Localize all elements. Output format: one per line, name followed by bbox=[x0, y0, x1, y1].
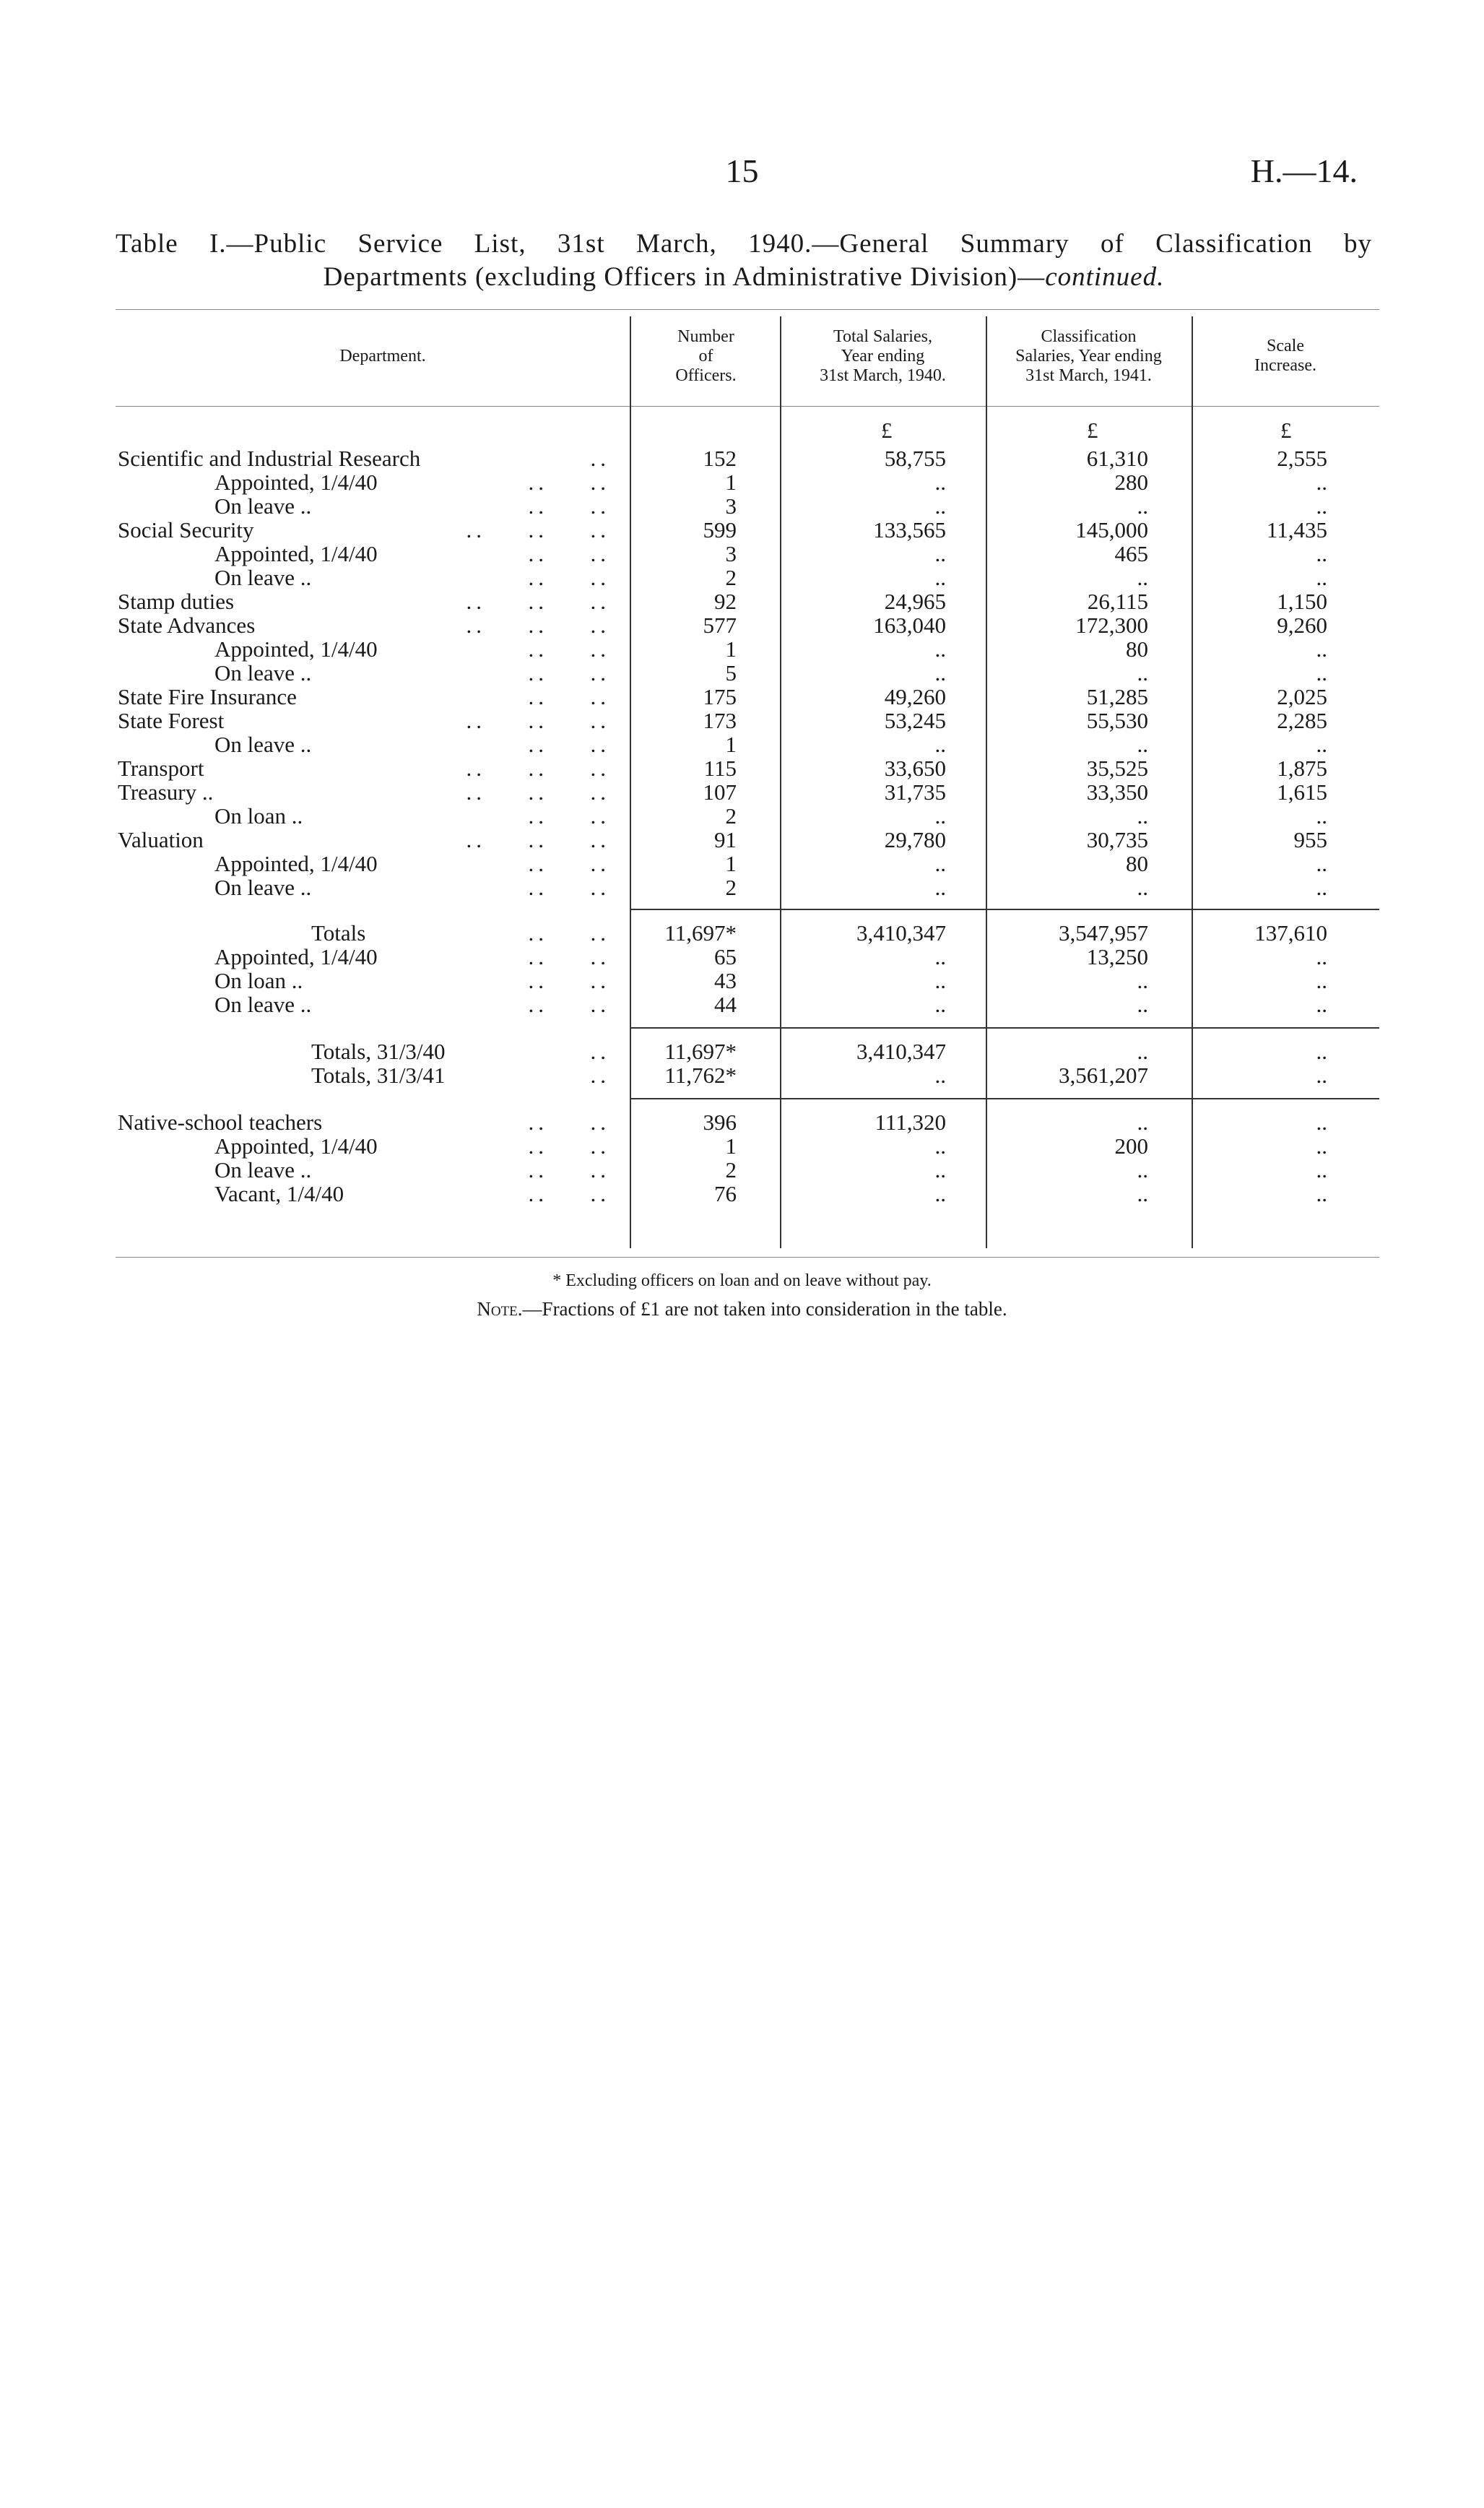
cell-officers: 115 bbox=[703, 756, 737, 781]
cell-salaries: 49,260 bbox=[884, 684, 946, 709]
table-row bbox=[0, 1182, 1484, 1206]
cell-officers: 599 bbox=[703, 517, 737, 542]
cell-salaries: 163,040 bbox=[873, 613, 946, 638]
row-label: On loan .. bbox=[214, 803, 303, 829]
cell-salaries: .. bbox=[934, 732, 946, 757]
cell-officers: 11,697* bbox=[664, 920, 737, 946]
note-lead: Note. bbox=[477, 1298, 523, 1320]
leader-dots: .. .. bbox=[528, 920, 610, 946]
cell-salaries: .. bbox=[934, 1133, 946, 1159]
cell-scale: .. bbox=[1316, 470, 1327, 495]
cell-officers: 43 bbox=[714, 968, 737, 993]
cell-salaries: .. bbox=[934, 968, 946, 993]
leader-dots: .. .. .. bbox=[466, 517, 610, 542]
row-label: On leave .. bbox=[214, 732, 312, 757]
row-label: On loan .. bbox=[214, 968, 303, 993]
leader-dots: .. .. bbox=[528, 470, 610, 495]
cell-scale: 2,285 bbox=[1277, 708, 1327, 733]
leader-dots: .. .. bbox=[528, 1181, 610, 1206]
cell-classification: 55,530 bbox=[1086, 708, 1148, 733]
cell-salaries: 53,245 bbox=[884, 708, 946, 733]
table-row bbox=[0, 661, 1484, 685]
cell-scale: 9,260 bbox=[1277, 613, 1327, 638]
cell-classification: .. bbox=[1137, 992, 1148, 1017]
table-row bbox=[0, 589, 1484, 613]
table-row bbox=[0, 1110, 1484, 1134]
table-row bbox=[0, 780, 1484, 804]
table-row bbox=[0, 756, 1484, 780]
row-label: State Advances bbox=[118, 613, 256, 638]
cell-classification: 80 bbox=[1126, 851, 1148, 876]
table-row bbox=[0, 732, 1484, 756]
cell-classification: .. bbox=[1137, 875, 1148, 900]
table-row bbox=[0, 637, 1484, 661]
cell-officers: 5 bbox=[725, 660, 737, 686]
cell-scale: 955 bbox=[1293, 827, 1327, 852]
leader-dots: .. .. .. bbox=[466, 613, 610, 638]
cell-scale: .. bbox=[1316, 732, 1327, 757]
table-row bbox=[0, 613, 1484, 637]
table-row bbox=[0, 542, 1484, 566]
table-row bbox=[0, 709, 1484, 732]
cell-scale: 2,025 bbox=[1277, 684, 1327, 709]
row-label: On leave .. bbox=[214, 1157, 312, 1182]
cell-salaries: 133,565 bbox=[873, 517, 946, 542]
row-label: Stamp duties bbox=[118, 589, 235, 614]
row-label: Totals, 31/3/41 bbox=[311, 1063, 446, 1088]
cell-salaries: .. bbox=[934, 636, 946, 662]
cell-officers: 173 bbox=[703, 708, 737, 733]
leader-dots: .. .. bbox=[528, 493, 610, 519]
cell-officers: 2 bbox=[725, 875, 737, 900]
table-row bbox=[0, 470, 1484, 494]
row-label: State Fire Insurance bbox=[118, 684, 297, 709]
leader-dots: .. .. bbox=[528, 803, 610, 829]
cell-officers: 396 bbox=[703, 1110, 737, 1135]
table-row bbox=[0, 993, 1484, 1016]
cell-scale: .. bbox=[1316, 875, 1327, 900]
leader-dots: .. .. bbox=[528, 1133, 610, 1159]
title-line-1: Table I.—Public Service List, 31st March, 1940.—General Summary of Classification by bbox=[116, 229, 1372, 259]
cell-scale: .. bbox=[1316, 1110, 1327, 1135]
cell-salaries: 29,780 bbox=[884, 827, 946, 852]
cell-officers: 2 bbox=[725, 803, 737, 829]
unit-scale: £ bbox=[1280, 418, 1292, 443]
cell-officers: 11,762* bbox=[664, 1063, 737, 1088]
header-classification: Classification Salaries, Year ending 31st March, 1941. bbox=[1015, 327, 1162, 385]
cell-scale: .. bbox=[1316, 636, 1327, 662]
cell-classification: 465 bbox=[1114, 541, 1148, 566]
leader-dots: .. .. bbox=[528, 875, 610, 900]
cell-salaries: .. bbox=[934, 541, 946, 566]
cell-salaries: 33,650 bbox=[884, 756, 946, 781]
cell-salaries: .. bbox=[934, 660, 946, 686]
cell-salaries: .. bbox=[934, 944, 946, 969]
table-row bbox=[0, 852, 1484, 875]
cell-scale: 2,555 bbox=[1277, 446, 1327, 471]
cell-scale: 11,435 bbox=[1266, 517, 1327, 542]
leader-dots: .. .. bbox=[528, 851, 610, 876]
cell-classification: 51,285 bbox=[1086, 684, 1148, 709]
row-label: Treasury .. bbox=[118, 779, 214, 805]
cell-salaries: .. bbox=[934, 851, 946, 876]
cell-salaries: 3,410,347 bbox=[856, 1039, 946, 1064]
cell-classification: .. bbox=[1137, 565, 1148, 590]
cell-salaries: .. bbox=[934, 470, 946, 495]
cell-scale: .. bbox=[1316, 851, 1327, 876]
cell-scale: .. bbox=[1316, 565, 1327, 590]
cell-classification: 172,300 bbox=[1075, 613, 1148, 638]
cell-classification: .. bbox=[1137, 1110, 1148, 1135]
leader-dots: .. .. bbox=[528, 944, 610, 969]
leader-dots: .. .. bbox=[528, 968, 610, 993]
cell-scale: .. bbox=[1316, 541, 1327, 566]
row-label: On leave .. bbox=[214, 660, 312, 686]
cell-scale: .. bbox=[1316, 992, 1327, 1017]
cell-classification: 280 bbox=[1114, 470, 1148, 495]
cell-scale: 1,150 bbox=[1277, 589, 1327, 614]
cell-classification: .. bbox=[1137, 660, 1148, 686]
row-label: Appointed, 1/4/40 bbox=[214, 470, 378, 495]
cell-classification: 30,735 bbox=[1086, 827, 1148, 852]
cell-officers: 2 bbox=[725, 1157, 737, 1182]
table-row bbox=[0, 875, 1484, 899]
unit-salaries: £ bbox=[881, 418, 893, 443]
leader-dots: .. .. bbox=[528, 565, 610, 590]
unit-classification: £ bbox=[1087, 418, 1098, 443]
leader-dots: .. .. .. bbox=[466, 756, 610, 781]
table-row bbox=[0, 446, 1484, 470]
cell-classification: .. bbox=[1137, 968, 1148, 993]
cell-salaries: 3,410,347 bbox=[856, 920, 946, 946]
header-scale: Scale Increase. bbox=[1254, 337, 1316, 375]
row-label: Scientific and Industrial Research bbox=[118, 446, 421, 471]
cell-salaries: .. bbox=[934, 1157, 946, 1182]
cell-classification: .. bbox=[1137, 493, 1148, 519]
leader-dots: .. .. bbox=[528, 636, 610, 662]
cell-salaries: .. bbox=[934, 803, 946, 829]
row-label: Transport bbox=[118, 756, 204, 781]
totals-rule bbox=[630, 909, 1379, 910]
row-label: On leave .. bbox=[214, 992, 312, 1017]
cell-scale: .. bbox=[1316, 1039, 1327, 1064]
table-row bbox=[0, 1134, 1484, 1158]
cell-officers: 152 bbox=[703, 446, 737, 471]
cell-classification: .. bbox=[1137, 1157, 1148, 1182]
native-school-rule bbox=[630, 1098, 1379, 1099]
cell-classification: .. bbox=[1137, 732, 1148, 757]
leader-dots: .. .. bbox=[528, 992, 610, 1017]
leader-dots: .. .. bbox=[528, 541, 610, 566]
table-row bbox=[0, 1063, 1484, 1087]
cell-classification: 200 bbox=[1114, 1133, 1148, 1159]
cell-salaries: 58,755 bbox=[884, 446, 946, 471]
table-row bbox=[0, 945, 1484, 969]
cell-scale: .. bbox=[1316, 1157, 1327, 1182]
cell-salaries: .. bbox=[934, 1063, 946, 1088]
cell-salaries: 31,735 bbox=[884, 779, 946, 805]
table-title bbox=[116, 228, 1372, 294]
table-row bbox=[0, 566, 1484, 589]
cell-scale: .. bbox=[1316, 1133, 1327, 1159]
cell-officers: 1 bbox=[725, 732, 737, 757]
cell-officers: 3 bbox=[725, 493, 737, 519]
row-label: Totals, 31/3/40 bbox=[311, 1039, 446, 1064]
cell-classification: 33,350 bbox=[1086, 779, 1148, 805]
header-top-rule bbox=[116, 309, 1379, 310]
table-row bbox=[0, 804, 1484, 828]
cell-officers: 76 bbox=[714, 1181, 737, 1206]
title-continued: continued. bbox=[1045, 262, 1165, 292]
cell-classification: 145,000 bbox=[1075, 517, 1148, 542]
row-label: On leave .. bbox=[214, 565, 312, 590]
table-row bbox=[0, 685, 1484, 709]
cell-salaries: .. bbox=[934, 875, 946, 900]
leader-dots: .. .. bbox=[528, 1110, 610, 1135]
leader-dots: .. .. .. bbox=[466, 589, 610, 614]
row-label: Social Security bbox=[118, 517, 254, 542]
leader-dots: .. bbox=[590, 446, 610, 471]
cell-classification: 13,250 bbox=[1086, 944, 1148, 969]
header-total-salaries: Total Salaries, Year ending 31st March, 1940. bbox=[820, 327, 946, 385]
row-label: Appointed, 1/4/40 bbox=[214, 636, 378, 662]
leader-dots: .. .. bbox=[528, 732, 610, 757]
cell-officers: 1 bbox=[725, 1133, 737, 1159]
cell-scale: .. bbox=[1316, 944, 1327, 969]
cell-officers: 1 bbox=[725, 470, 737, 495]
cell-classification: 61,310 bbox=[1086, 446, 1148, 471]
cell-salaries: 24,965 bbox=[884, 589, 946, 614]
header-officers: Number of Officers. bbox=[675, 327, 737, 385]
row-label: Valuation bbox=[118, 827, 204, 852]
table-row bbox=[0, 1039, 1484, 1063]
cell-classification: 35,525 bbox=[1086, 756, 1148, 781]
cell-scale: .. bbox=[1316, 1181, 1327, 1206]
leader-dots: .. bbox=[590, 1063, 610, 1088]
cell-salaries: .. bbox=[934, 992, 946, 1017]
cell-scale: 137,610 bbox=[1254, 920, 1327, 946]
cell-scale: 1,615 bbox=[1277, 779, 1327, 805]
header-bottom-rule bbox=[116, 406, 1379, 407]
table-row bbox=[0, 828, 1484, 852]
row-label: State Forest bbox=[118, 708, 225, 733]
cell-officers: 1 bbox=[725, 636, 737, 662]
cell-officers: 92 bbox=[714, 589, 737, 614]
leader-dots: .. .. .. bbox=[466, 708, 610, 733]
table-row bbox=[0, 518, 1484, 542]
cell-scale: .. bbox=[1316, 660, 1327, 686]
cell-scale: .. bbox=[1316, 1063, 1327, 1088]
cell-officers: 107 bbox=[703, 779, 737, 805]
row-label: Vacant, 1/4/40 bbox=[214, 1181, 344, 1206]
table-row bbox=[0, 494, 1484, 518]
cell-classification: .. bbox=[1137, 1181, 1148, 1206]
table-row bbox=[0, 969, 1484, 993]
cell-salaries: .. bbox=[934, 565, 946, 590]
cell-officers: 1 bbox=[725, 851, 737, 876]
leader-dots: .. bbox=[590, 1039, 610, 1064]
cell-officers: 65 bbox=[714, 944, 737, 969]
leader-dots: .. .. .. bbox=[466, 827, 610, 852]
cell-scale: .. bbox=[1316, 803, 1327, 829]
cell-officers: 2 bbox=[725, 565, 737, 590]
cell-officers: 175 bbox=[703, 684, 737, 709]
cell-scale: .. bbox=[1316, 493, 1327, 519]
cell-scale: .. bbox=[1316, 968, 1327, 993]
row-label: Appointed, 1/4/40 bbox=[214, 541, 378, 566]
leader-dots: .. .. bbox=[528, 684, 610, 709]
annual-totals-rule bbox=[630, 1027, 1379, 1029]
cell-scale: 1,875 bbox=[1277, 756, 1327, 781]
row-label: Native-school teachers bbox=[118, 1110, 323, 1135]
cell-classification: .. bbox=[1137, 803, 1148, 829]
cell-classification: 80 bbox=[1126, 636, 1148, 662]
cell-classification: 3,561,207 bbox=[1059, 1063, 1148, 1088]
cell-officers: 44 bbox=[714, 992, 737, 1017]
row-label: Appointed, 1/4/40 bbox=[214, 851, 378, 876]
cell-salaries: 111,320 bbox=[875, 1110, 946, 1135]
header-department: Department. bbox=[339, 347, 426, 366]
table-row bbox=[0, 921, 1484, 945]
cell-salaries: .. bbox=[934, 1181, 946, 1206]
row-label: Appointed, 1/4/40 bbox=[214, 1133, 378, 1159]
cell-salaries: .. bbox=[934, 493, 946, 519]
cell-officers: 577 bbox=[703, 613, 737, 638]
cell-officers: 91 bbox=[714, 827, 737, 852]
row-label: On leave .. bbox=[214, 875, 312, 900]
row-label: Totals bbox=[311, 920, 366, 946]
table-row bbox=[0, 1158, 1484, 1182]
leader-dots: .. .. bbox=[528, 1157, 610, 1182]
page-reference: H.—14. bbox=[1250, 152, 1358, 189]
cell-officers: 3 bbox=[725, 541, 737, 566]
page-number: 15 bbox=[725, 152, 759, 189]
title-line-2: Departments (excluding Officers in Administrative Division)— bbox=[323, 262, 1046, 292]
leader-dots: .. .. .. bbox=[466, 779, 610, 805]
table-bottom-rule bbox=[116, 1257, 1379, 1258]
cell-officers: 11,697* bbox=[664, 1039, 737, 1064]
cell-classification: 3,547,957 bbox=[1059, 920, 1148, 946]
leader-dots: .. .. bbox=[528, 660, 610, 686]
note-text: —Fractions of £1 are not taken into consideration in the table. bbox=[522, 1298, 1007, 1320]
note bbox=[0, 1298, 1484, 1320]
footnote: * Excluding officers on loan and on leave without pay. bbox=[552, 1271, 932, 1290]
cell-classification: .. bbox=[1137, 1039, 1148, 1064]
row-label: Appointed, 1/4/40 bbox=[214, 944, 378, 969]
row-label: On leave .. bbox=[214, 493, 312, 519]
cell-classification: 26,115 bbox=[1087, 589, 1148, 614]
